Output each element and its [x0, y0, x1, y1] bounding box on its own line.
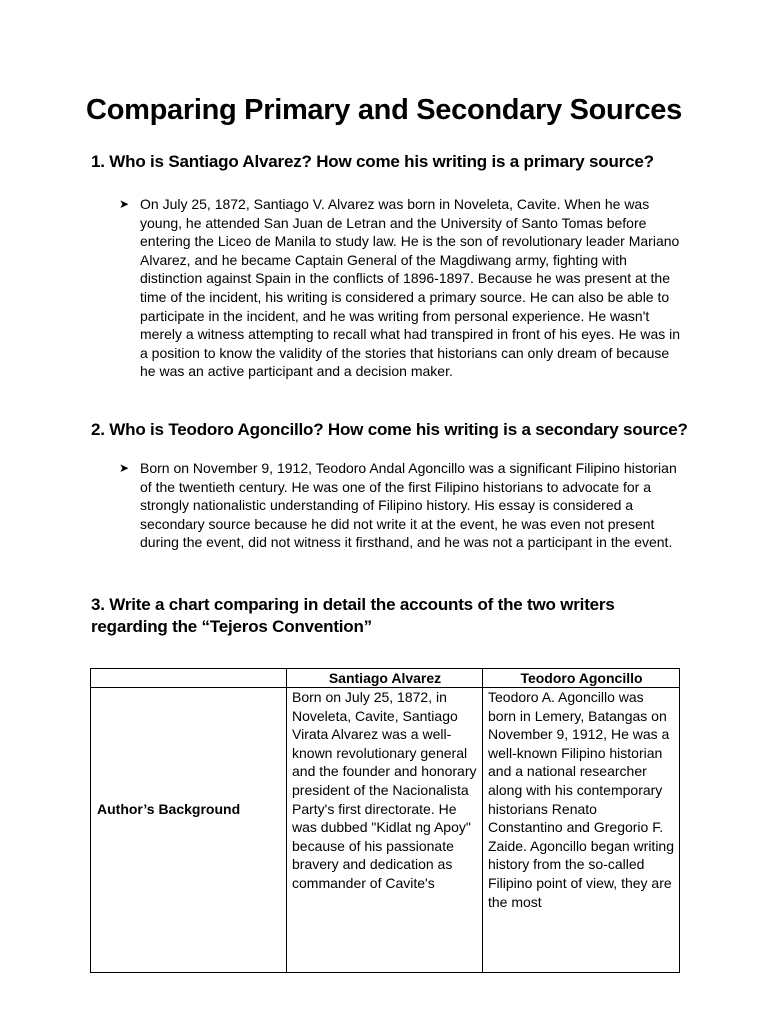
cell-agoncillo-text [488, 688, 675, 930]
page-title: Comparing Primary and Secondary Sources [86, 94, 682, 126]
cell-agoncillo-text-part-1: Teodoro A. Agoncillo was born in Lemery, Batangas on November 9, 1912, He was a well-known Filipino historian and a national researcher along with his contemporary historians Renato Constantino and Gregorio F. [488, 689, 670, 836]
table-header-teodoro-agoncillo: Teodoro Agoncillo [483, 669, 680, 688]
row-label-authors-background: Author’s Background [91, 688, 287, 973]
cell-alvarez-background [287, 688, 483, 973]
comparison-table [90, 668, 680, 973]
cell-agoncillo-background [483, 688, 680, 973]
answer-1-paragraph: On July 25, 1872, Santiago V. Alvarez was born in Noveleta, Cavite. When he was young, he attended San Juan de Letran and the University of Santo Tomas before entering the Liceo de Manila to study law. He is the son of revolutionary leader Mariano Alvarez, and he became Captain General of the Magdiwang army, fighting with distinction against Spain in the conflicts of 1896-1897. Because he was present at the time of the incident, his writing is considered a primary source. He can also be able to participate in the incident, and he was writing from personal experience. He wasn't merely a witness attempting to recall what had transpired in front of his eyes. He was in a position to know the validity of the stories that historians can only dream of because he was an active participant and a decision maker. [140, 196, 681, 380]
cell-alvarez-text: Born on July 25, 1872, in Noveleta, Cavite, Santiago Virata Alvarez was a well-known revolutionary general and the founder and honorary president of the Nacionalista Party's first directorate. He was dubbed "Kidlat ng Apoy" because of his passionate bravery and dedication as commander of Cavite's [292, 689, 477, 891]
table-header-row [91, 669, 680, 688]
arrowhead-bullet-icon: ➤ [119, 197, 130, 211]
table-header-empty [91, 669, 287, 688]
table-row [91, 688, 680, 973]
cell-agoncillo-text-part-2: Zaide. Agoncillo began writing history from the so-called Filipino point of view, they are the most [488, 837, 675, 910]
question-2-heading: 2. Who is Teodoro Agoncillo? How come his writing is a secondary source? [91, 420, 688, 439]
question-3-heading-line-2: regarding the “Tejeros Convention” [91, 617, 372, 636]
table-header-santiago-alvarez: Santiago Alvarez [287, 669, 483, 688]
question-1-heading: 1. Who is Santiago Alvarez? How come his writing is a primary source? [91, 152, 654, 171]
question-3-heading [91, 594, 691, 638]
arrowhead-bullet-icon: ➤ [119, 461, 130, 475]
answer-2-paragraph: Born on November 9, 1912, Teodoro Andal Agoncillo was a significant Filipino historian of the twentieth century. He was one of the first Filipino historians to advocate for a strongly nationalistic understanding of Filipino history. His essay is considered a secondary source because he did not write it at the event, he was even not present during the event, did not witness it firsthand, and he was not a participant in the event. [140, 460, 677, 551]
question-3-heading-line-1: 3. Write a chart comparing in detail the accounts of the two writers [91, 595, 615, 614]
